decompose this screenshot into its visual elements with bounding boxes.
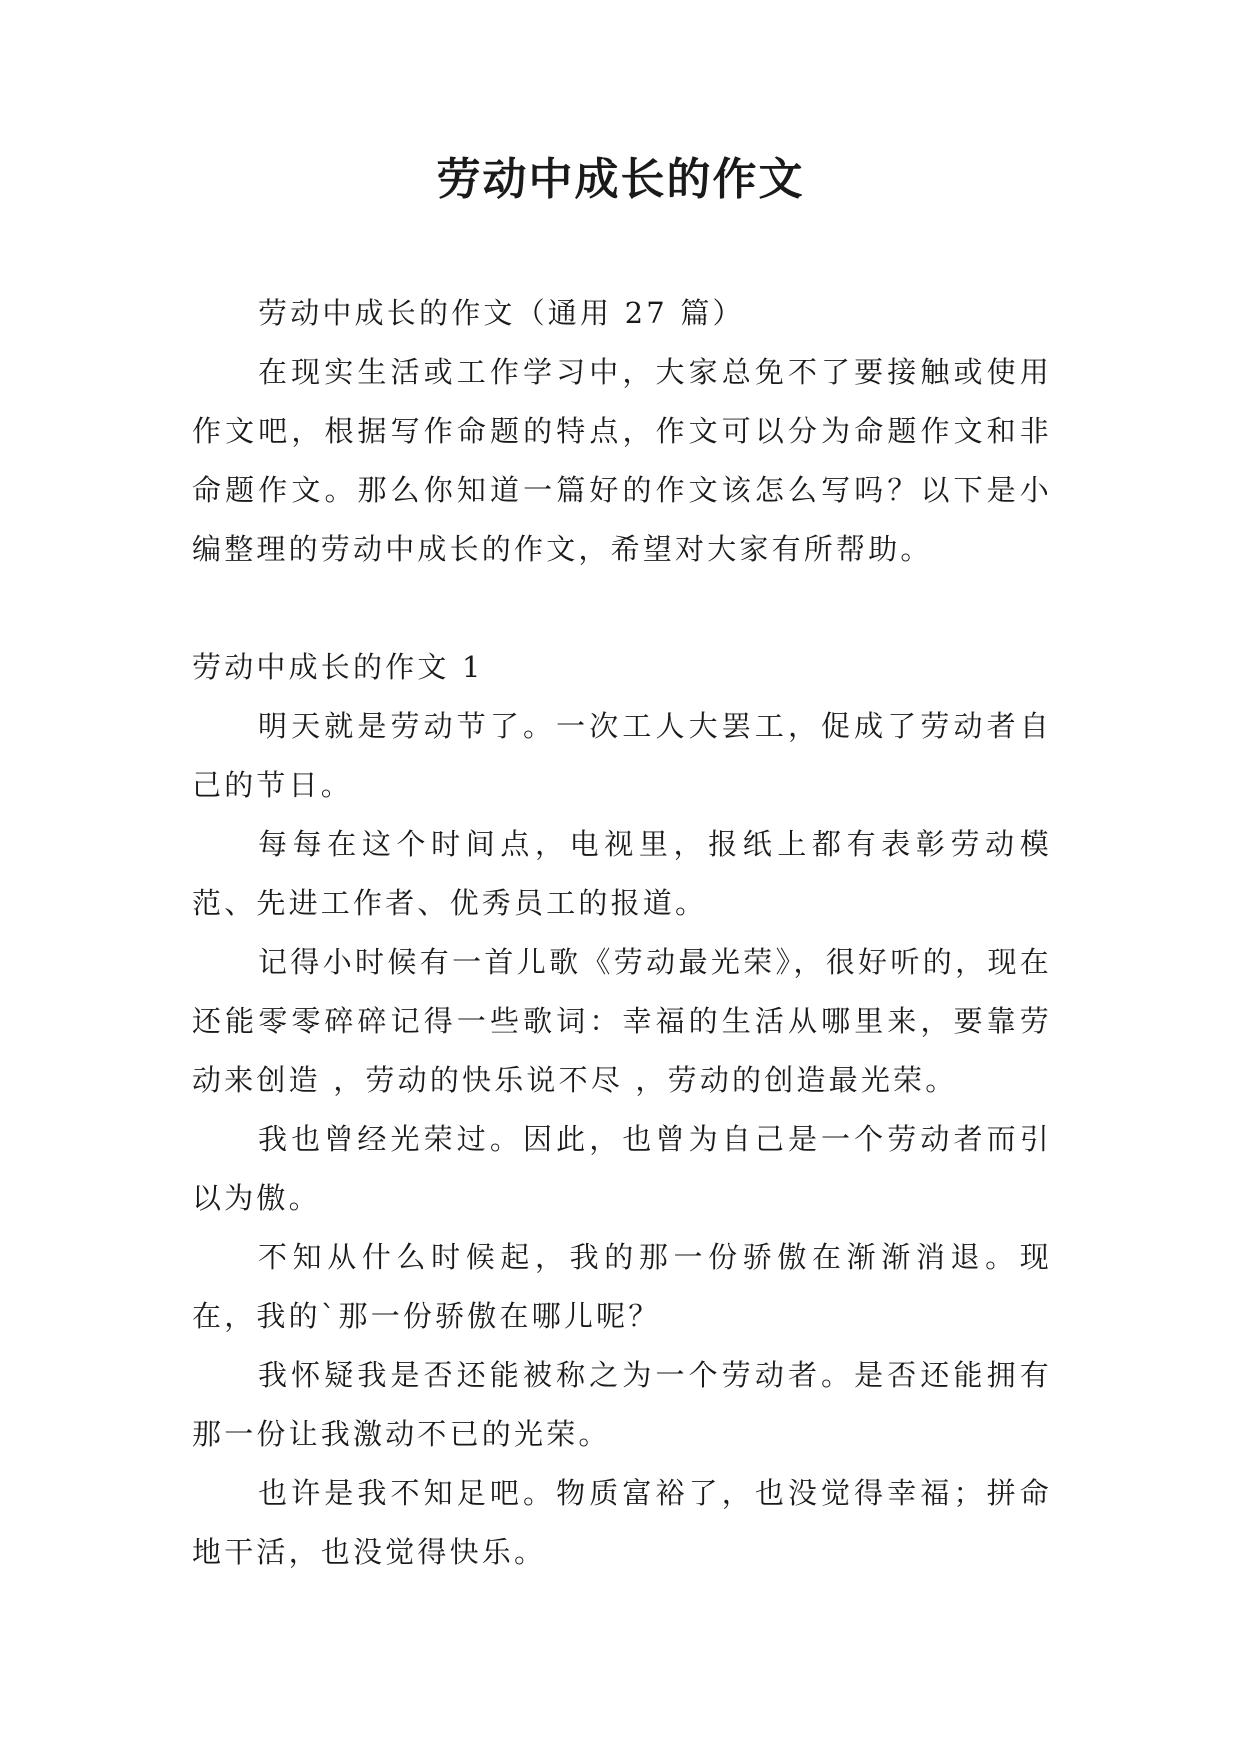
intro-paragraph: 在现实生活或工作学习中，大家总免不了要接触或使用作文吧，根据写作命题的特点，作文可以分为命题作文和非命题作文。那么你知道一篇好的作文该怎么写吗？以下是小编整理的劳动中成长的作文，希望对大家有所帮助。 [192,355,1052,566]
paragraph: 也许是我不知足吧。物质富裕了，也没觉得幸福；拼命地干活，也没觉得快乐。 [192,1476,1052,1569]
paragraph: 我也曾经光荣过。因此，也曾为自己是一个劳动者而引以为傲。 [192,1122,1052,1215]
section-heading: 劳动中成长的作文 1 [192,650,484,684]
document-body [192,284,1052,1582]
paragraph: 不知从什么时候起，我的那一份骄傲在渐渐消退。现在，我的`那一份骄傲在哪儿呢？ [192,1240,1052,1333]
paragraph: 明天就是劳动节了。一次工人大罢工，促成了劳动者自己的节日。 [192,709,1052,802]
document-title: 劳动中成长的作文 [436,154,805,205]
paragraph: 每每在这个时间点，电视里，报纸上都有表彰劳动模范、先进工作者、优秀员工的报道。 [192,827,1052,920]
paragraph: 记得小时候有一首儿歌《劳动最光荣》，很好听的，现在还能零零碎碎记得一些歌词：幸福的生活从哪里来，要靠劳动来创造 ，劳动的快乐说不尽 ，劳动的创造最光荣。 [192,945,1052,1097]
intro-subtitle: 劳动中成长的作文（通用 27 篇） [258,296,745,330]
paragraph: 我怀疑我是否还能被称之为一个劳动者。是否还能拥有那一份让我激动不已的光荣。 [192,1358,1052,1451]
